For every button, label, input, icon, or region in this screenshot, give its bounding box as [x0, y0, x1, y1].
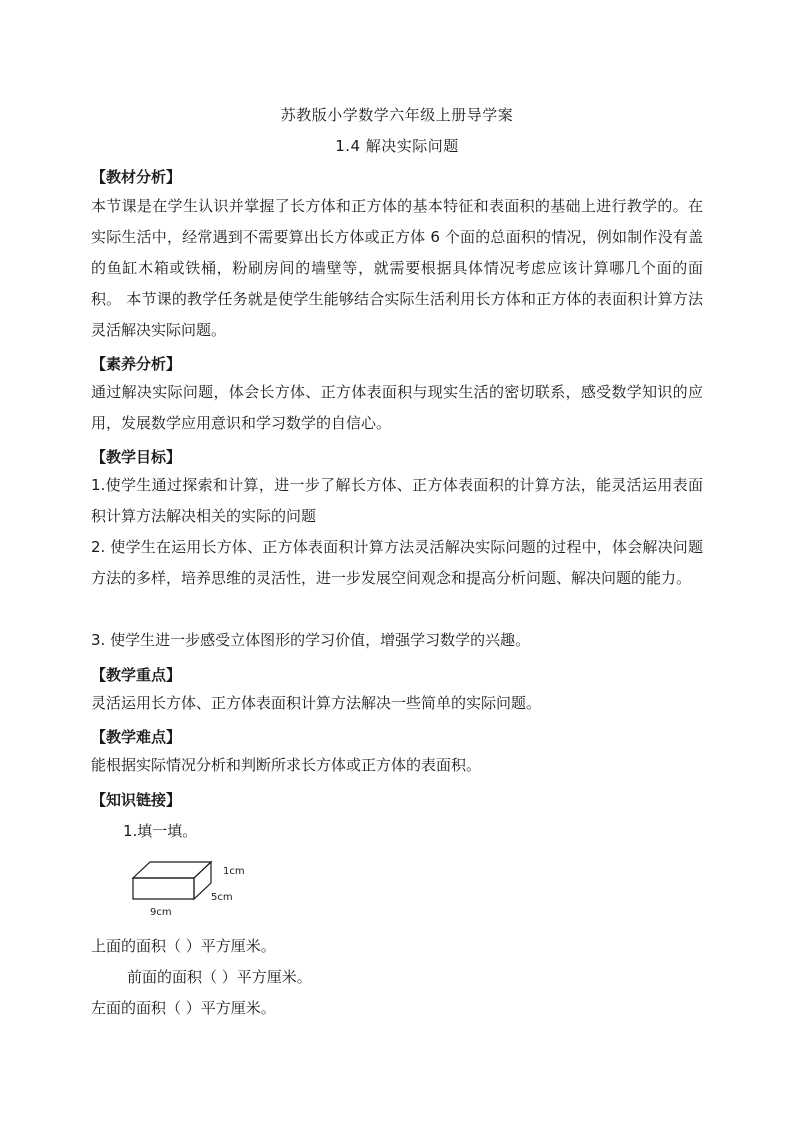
cuboid-shape — [133, 862, 211, 899]
goal-item-3: 3. 使学生进一步感受立体图形的学习价值，增强学习数学的兴趣。 — [91, 631, 531, 649]
document-title: 苏教版小学数学六年级上册导学案 — [280, 106, 514, 124]
document-subtitle: 1.4 解决实际问题 — [335, 137, 459, 155]
goal-item-2: 2. 使学生在运用长方体、正方体表面积计算方法灵活解决实际问题的过程中，体会解决问题方法的多样，培养思维的灵活性，进一步发展空间观念和提高分析问题、解决问题的能力。 — [91, 538, 703, 587]
key-points-text: 灵活运用长方体、正方体表面积计算方法解决一些简单的实际问题。 — [91, 694, 542, 712]
blank-front-area: 前面的面积（ ）平方厘米。 — [127, 968, 312, 986]
heading-key-points: 【教学重点】 — [91, 666, 182, 684]
exercise-title: 1.填一填。 — [123, 822, 198, 840]
goal-item-1: 1.使学生通过探索和计算，进一步了解长方体、正方体表面积的计算方法，能灵活运用表面积计算方法解决相关的实际的问题 — [91, 476, 703, 525]
height-label: 1cm — [223, 866, 245, 877]
cuboid-top-face — [133, 862, 211, 878]
blank-top-area: 上面的面积（ ）平方厘米。 — [91, 937, 276, 955]
cuboid-figure — [120, 852, 260, 922]
literacy-text: 通过解决实际问题，体会长方体、正方体表面积与现实生活的密切联系，感受数学知识的应用，发展数学应用意识和学习数学的自信心。 — [91, 383, 703, 432]
cuboid-front-face — [133, 878, 194, 899]
difficulty-text: 能根据实际情况分析和判断所求长方体或正方体的表面积。 — [91, 756, 482, 774]
analysis-text: 本节课是在学生认识并掌握了长方体和正方体的基本特征和表面积的基础上进行教学的。在实际生活中，经常遇到不需要算出长方体或正方体 6 个面的总面积的情况，例如制作没有盖的鱼缸木箱或铁桶，粉刷房间的墙壁等，就需要根据具体情况考虑应该计算哪几个面的面积。 本节课的教学任务就是使学生能够结合实际生活利用长方体和正方体的表面积计算方法灵活解决实际问题。 — [91, 197, 703, 339]
heading-goals: 【教学目标】 — [91, 448, 182, 466]
width-label: 5cm — [211, 892, 233, 903]
length-label: 9cm — [150, 907, 172, 918]
heading-analysis: 【教材分析】 — [91, 168, 182, 186]
heading-difficulty: 【教学难点】 — [91, 728, 182, 746]
cuboid-right-face — [194, 862, 211, 899]
blank-left-area: 左面的面积（ ）平方厘米。 — [91, 999, 276, 1017]
heading-literacy: 【素养分析】 — [91, 355, 182, 373]
heading-links: 【知识链接】 — [91, 791, 182, 809]
